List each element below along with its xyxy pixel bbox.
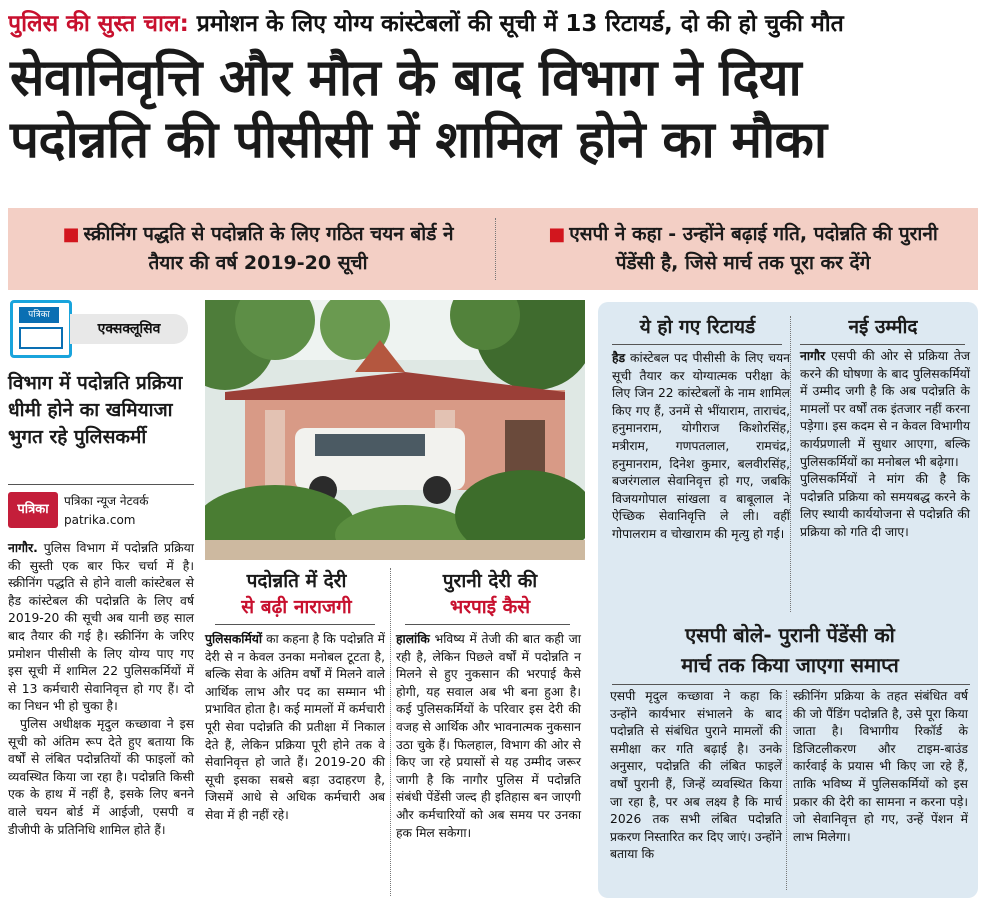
kicker-text: प्रमोशन के लिए योग्य कांस्टेबलों की सूची में 13 रिटायर्ड, दो की हो चुकी मौत [196, 11, 844, 37]
sp-title-line-2: मार्च तक किया जाएगा समाप्त [681, 653, 899, 677]
byline-network: पत्रिका न्यूज नेटवर्क [64, 494, 149, 508]
column-divider [790, 316, 791, 612]
subhead-band [8, 208, 978, 290]
divider [612, 344, 782, 345]
logo-box [19, 327, 63, 349]
sp-col-2: स्क्रीनिंग प्रक्रिया के तहत संबंधित वर्ष की जो पैंडिंग पदोन्नति है, उसे पूरा किया जाता है। विभागीय रिकॉर्ड के डिजिटलीकरण और टाइम-बाउंड कार्रवाई के प्रयास भी किए जा रहे हैं, ताकि भविष्य में पुलिसकर्मियों को इस प्रकार की देरी का सामना न करना पड़े। जो सेवानिवृत्त हो गए, उन्हें पेंशन में लाभ मिलेगा। [793, 689, 968, 844]
headline-line-2: पदोन्नति की पीसीसी में शामिल होने का मौका [10, 111, 827, 170]
mid2-body [396, 631, 581, 842]
hope-para-2: पुलिसकर्मियों ने मांग की है कि पदोन्नति प्रक्रिया को समयबद्ध करने के लिए स्थायी कार्ययोजना से पदोन्नति की प्रक्रिया को गति दी जाए। [800, 472, 970, 539]
kicker-line [8, 4, 983, 44]
column-divider [390, 568, 391, 896]
exclusive-badge [8, 298, 188, 358]
mid2-text: भविष्य में तेजी की बात कही जा रही है, लेकिन पिछले वर्षों में पदोन्नति न मिलने से हुए नुकसान की भरपाई कैसे होगी, यह सवाल अब भी बना हुआ है। कई पुलिसकर्मियों के परिवार इस देरी की वजह से आर्थिक और भावनात्मक नुकसान उठा चुके हैं। फिलहाल, विभाग की ओर से किए जा रहे प्रयासों से यह उम्मीद जरूर जागी है कि नागौर पुलिस में पदोन्नति संबंधी पेंडेंसी जल्द ही इतिहास बन जाएगी और कर्मचारियों को अब समय पर उनका हक मिल सकेगा। [396, 632, 581, 840]
hope-body [800, 348, 970, 542]
mid1-body [205, 631, 385, 825]
mid2-title [395, 568, 585, 620]
mid1-text: का कहना है कि पदोन्नति में देरी से न केवल उनका मनोबल टूटता है, बल्कि सेवा के अंतिम वर्षों में मिलने वाले आर्थिक लाभ और पद का सम्मान भी प्रभावित होता है। कई मामलों में कर्मचारी पूरी सेवा पदोन्नति की प्रतीक्षा में निकाल देते हैं, लेकिन प्रक्रिया पूरी होने तक वे सेवानिवृत्त हो जाते हैं। 2019-20 की सूची इसका सबसे बड़ा उदाहरण है, जिसमें आधे से अधिक कर्मचारी अब सेवा में ही नहीं रहे। [205, 632, 385, 822]
patrika-logo: पत्रिका [8, 492, 58, 528]
column-divider [786, 690, 787, 890]
left-para-1: पुलिस विभाग में पदोन्नति प्रक्रिया की सुस्ती एक बार फिर चर्चा में है। स्क्रीनिंग पद्धति से होने वाली कांस्टेबल से हैड कांस्टेबल की पदोन्नति के लिए वर्ष 2019-20 की सूची अब यानी छह साल बाद तैयार की गई है। स्क्रीनिंग के जरिए प्रमोशन पीसीसी के लिए योग्य पाए गए इस सूची में शामिल 22 पुलिसकर्मियों में से 13 कर्मचारी सेवानिवृत्त हो गए हैं। दो का निधन भी हो चुका है। [8, 541, 194, 714]
mid1-title-line-1: पदोन्नति में देरी [246, 570, 347, 592]
divider [800, 344, 965, 345]
mid1-lead: पुलिसकर्मियों [205, 632, 263, 646]
mid2-title-line-1: पुरानी देरी की [442, 570, 538, 592]
main-headline [10, 48, 985, 172]
mid2-lead: हालांकि [396, 632, 430, 646]
mid2-title-line-2: भरपाई कैसे [449, 596, 531, 618]
divider [612, 684, 970, 685]
photo-illustration [205, 300, 585, 560]
byline-site: patrika.com [64, 513, 136, 527]
mid1-title [205, 568, 388, 620]
retired-body [612, 350, 790, 544]
subhead-left-text: स्क्रीनिंग पद्धति से पदोन्नति के लिए गठित चयन बोर्ड ने तैयार की वर्ष 2019-20 सूची [83, 223, 454, 274]
divider [215, 624, 375, 625]
subhead-divider [495, 218, 496, 280]
byline [8, 492, 193, 534]
subhead-right-text: एसपी ने कहा - उन्होंने बढ़ाई गति, पदोन्नति की पुरानी पेंडेंसी है, जिसे मार्च तक पूरा कर देंगे [569, 223, 938, 274]
retired-text: कांस्टेबल पद पीसीसी के लिए चयन सूची तैयार कर योग्यात्मक परीक्षा के लिए जिन 22 कांस्टेबलों के नाम शामिल किए गए हैं, उनमें से भींयाराम, ताराचंद, हनुमानराम, योगीराज किशोरसिंह, मत्रीराम, गणपतलाल, रामचंद्र, हनुमानराम, दिनेश कुमार, बलवीरसिंह, बजरंगलाल सेवानिवृत्त हो गए, जबकि विजयगोपाल सांखला व बाबूलाल ने ऐच्छिक सेवानिवृत्ति ले ली। वहीं गोपालराम व चोखाराम की मृत्यु हो गई। [612, 351, 790, 541]
hope-lead: नागौर [800, 349, 826, 363]
kicker-label: पुलिस की सुस्त चाल: [8, 11, 189, 37]
left-story-headline: विभाग में पदोन्नति प्रक्रिया धीमी होने का खमियाजा भुगत रहे पुलिसकर्मी [8, 372, 183, 448]
sp-title [605, 620, 975, 680]
divider [405, 624, 570, 625]
divider [8, 484, 194, 485]
sp-title-line-1: एसपी बोले- पुरानी पेंडेंसी को [685, 623, 895, 647]
retired-lead: हैड [612, 351, 626, 365]
headline-line-1: सेवानिवृत्ति और मौत के बाद विभाग ने दिया [10, 49, 802, 108]
logo-text: पत्रिका [19, 307, 59, 323]
retired-title: ये हो गए रिटायर्ड [639, 316, 756, 338]
patrika-logo-icon [10, 300, 72, 358]
exclusive-label: एक्सक्लूसिव [70, 314, 188, 344]
left-story-body [8, 540, 194, 839]
subhead-right [528, 220, 958, 277]
sp-col-1: एसपी मृदुल कच्छावा ने कहा कि उन्होंने कार्यभार संभालने के बाद पदोन्नति से संबंधित पुराने मामलों की समीक्षा कर गति बढ़ाई है। उनके अनुसार, पदोन्नति की लंबित फाइलें वर्षों पुरानी हैं, जिन्हें व्यवस्थित किया जा रहा है, पर अब लक्ष्य है कि मार्च 2026 तक सभी लंबित पदोन्नति प्रकरण निस्तारित कर दिए जाएं। उन्होंने बताया कि [610, 689, 782, 862]
mid1-title-line-2: से बढ़ी नाराजगी [241, 596, 352, 618]
bullet-square-icon: ■ [62, 224, 80, 245]
dateline: नागौर. [8, 541, 38, 555]
subhead-left [48, 220, 468, 277]
news-photo [205, 300, 585, 560]
left-para-2: पुलिस अधीक्षक मृदुल कच्छावा ने इस सूची को अंतिम रूप देते हुए बताया कि वर्षों से लंबित पदोन्नतियों की फाइलों को व्यवस्थित किया जा रहा है। पदोन्नति किसी एक के हाथ में नहीं है, इसके लिए बनने वाले चयन बोर्ड में आईजी, एसपी व डीजीपी के प्रतिनिधि शामिल होते हैं। [8, 716, 194, 837]
hope-title: नई उम्मीद [848, 316, 918, 338]
bullet-square-icon: ■ [548, 224, 566, 245]
hope-para-1: एसपी की ओर से प्रक्रिया तेज करने की घोषणा के बाद पुलिसकर्मियों में उम्मीद जगी है कि अब पदोन्नति के मामलों पर वर्षों तक इंतजार नहीं करना पड़ेगा। इस कदम से न केवल विभागीय कार्यप्रणाली में सुधार आएगा, बल्कि पुलिसकर्मियों का मनोबल भी बढ़ेगा। [800, 349, 970, 469]
